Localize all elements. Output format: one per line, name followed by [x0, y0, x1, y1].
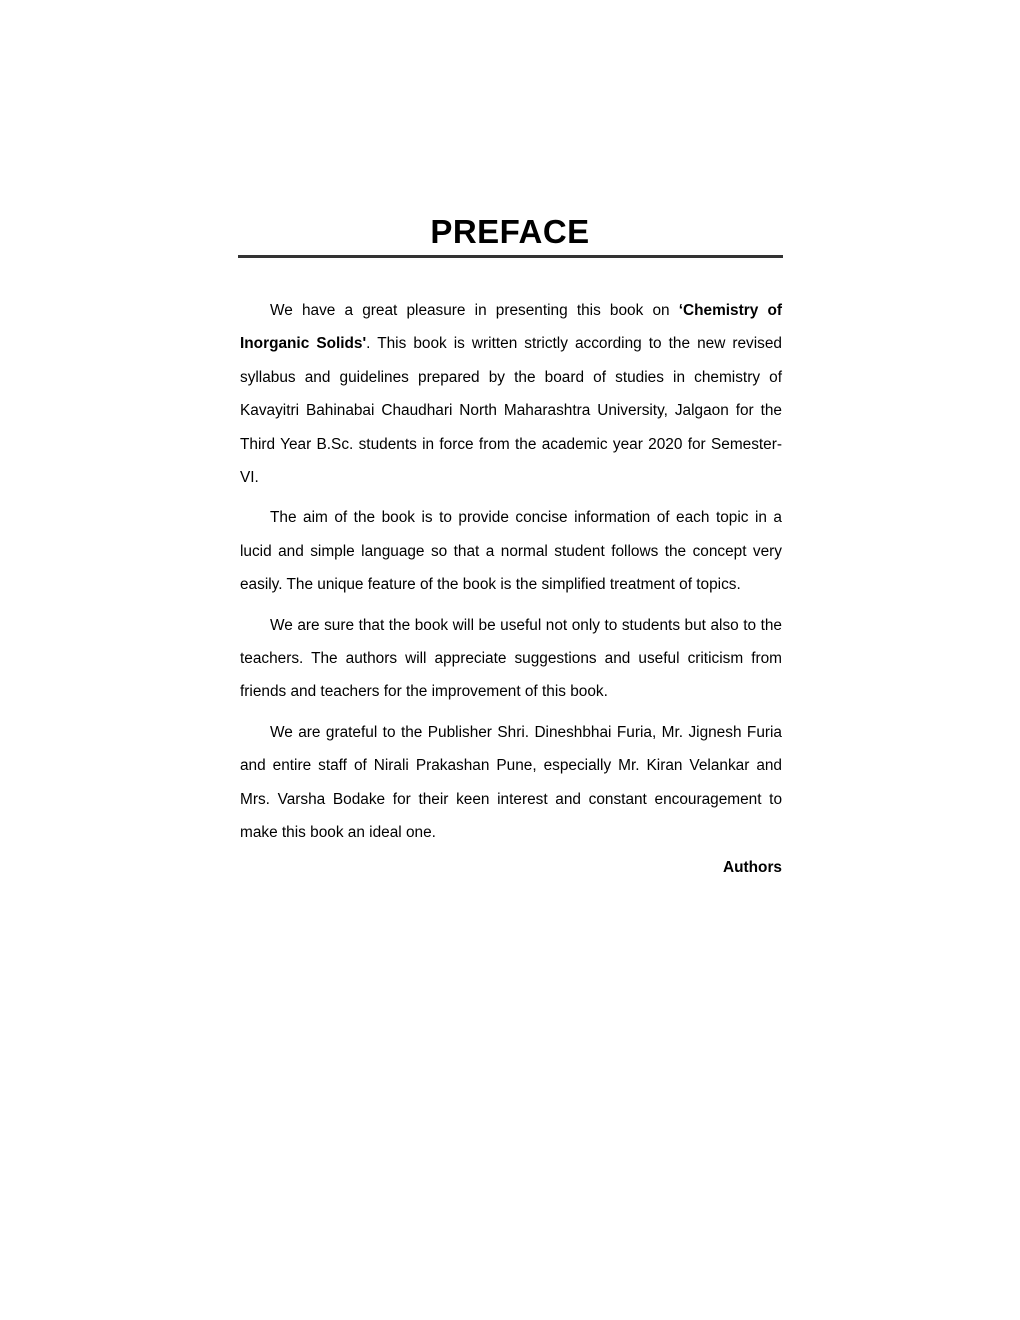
paragraph-1-lead: We have a great pleasure in presenting this book on [270, 302, 679, 319]
paragraph-1-rest: . This book is written strictly according to the new revised syllabus and guidelines prepared by the board of studies in chemistry of Kavayitri Bahinabai Chaudhari North Maharashtra University, Jalgaon for the Third Year B.Sc. students in force from the academic year 2020 for Semester-VI. [240, 335, 782, 487]
paragraph-2: The aim of the book is to provide concise information of each topic in a lucid and simple language so that a normal student follows the concept very easily. The unique feature of the book is the simplified treatment of topics. [240, 509, 782, 594]
paragraph-3: We are sure that the book will be useful not only to students but also to the teachers. The authors will appreciate suggestions and useful criticism from friends and teachers for the improvement of this book. [240, 616, 782, 701]
page-title: PREFACE [430, 213, 590, 250]
signature: Authors [723, 858, 782, 876]
preface-page [238, 212, 782, 879]
preface-body [238, 294, 782, 850]
title-underline [238, 255, 783, 258]
paragraph-1 [240, 294, 782, 494]
paragraph-4: We are grateful to the Publisher Shri. Dineshbhai Furia, Mr. Jignesh Furia and entire staff of Nirali Prakashan Pune, especially Mr. Kiran Velankar and Mrs. Varsha Bodake for their keen interest and constant encouragement to make this book an ideal one. [240, 723, 782, 842]
book-title: ‘Chemistry of Inorganic Solids' [240, 302, 782, 353]
